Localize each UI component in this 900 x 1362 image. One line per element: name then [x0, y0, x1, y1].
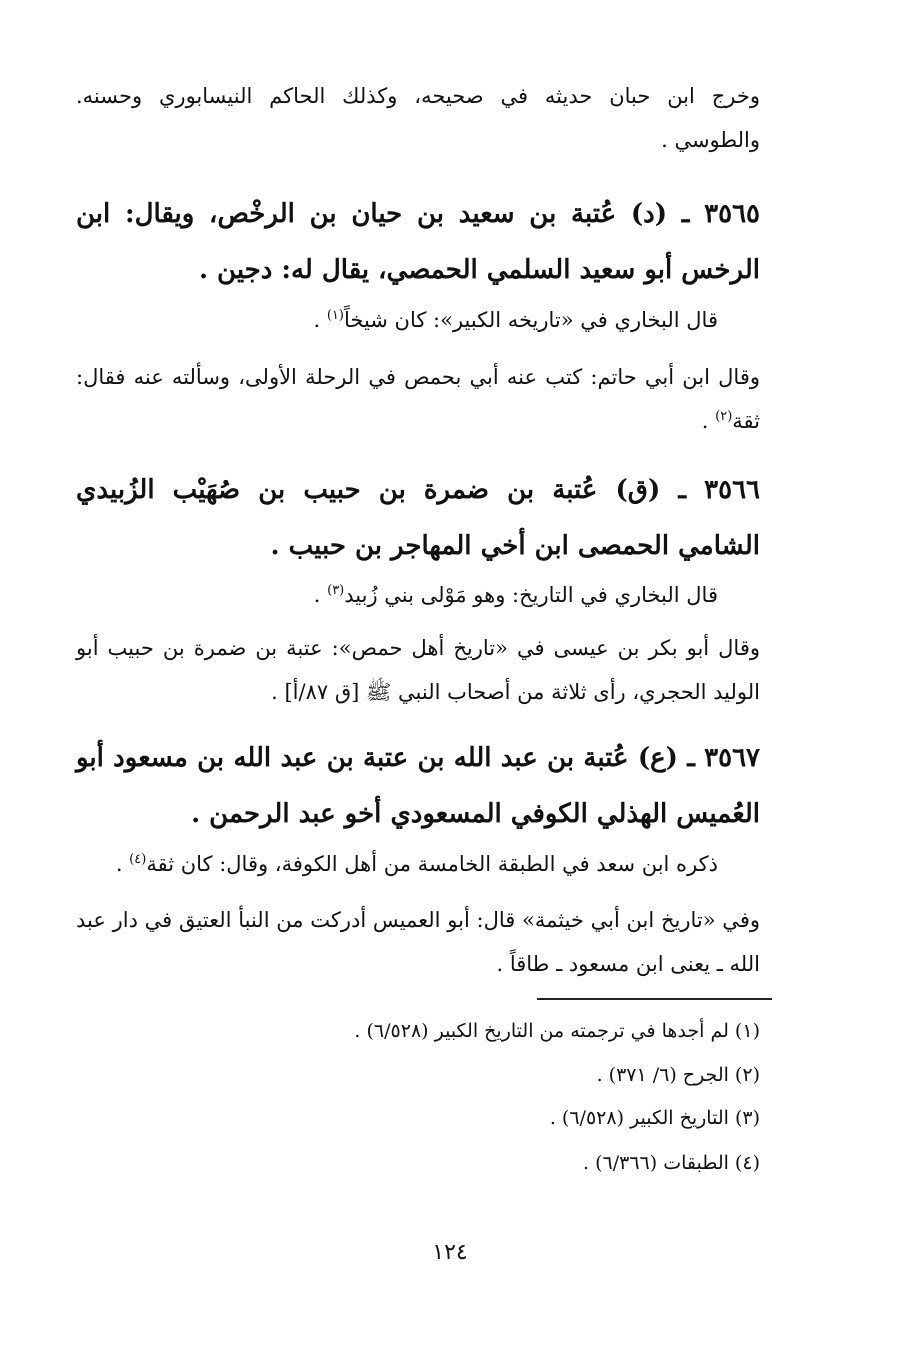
paragraph-bukhari-3565: قال البخاري في «تاريخه الكبير»: كان شيخاً$^{(١)}$ . — [313, 308, 718, 332]
paragraph-ibn-abi-khaythama: وفي «تاريخ ابن أبي خيثمة» قال: أبو العميس أدركت من النبأ العتيق في دار عبد الله ـ يعنى ابن مسعود ـ طاقاً . — [76, 908, 760, 976]
entry-3567-heading: ٣٥٦٧ ـ (ع) عُتبة بن عبد الله بن عتبة بن عبد الله بن مسعود أبو العُميس الهذلي الكوفي المسعودي أخو عبد الرحمن . — [76, 743, 760, 829]
footnote-ref-2: (٢) — [715, 409, 733, 424]
footnote-1: (١) لم أجدها في ترجمته من التاريخ الكبير (٦/٥٢٨) . — [354, 1020, 760, 1042]
footnote-ref-3: (٣) — [327, 583, 345, 598]
entry-3565-heading: ٣٥٦٥ ـ (د) عُتبة بن سعيد بن حيان بن الرخْص، ويقال: ابن الرخس أبو سعيد السلمي الحمصي، يقال له: دجين . — [76, 199, 760, 285]
paragraph-ibn-saad: ذكره ابن سعد في الطبقة الخامسة من أهل الكوفة، وقال: كان ثقة$^{(٤)}$ . — [115, 852, 718, 876]
entry-3566-heading: ٣٥٦٦ ـ (ق) عُتبة بن ضمرة بن حبيب بن صُهَيْب الزُبيدي الشامي الحمصى ابن أخي المهاجر بن حبيب . — [76, 475, 760, 561]
quote-text: ذكره ابن سعد في الطبقة الخامسة من أهل الكوفة، وقال: كان ثقة — [146, 852, 718, 876]
footnote-ref-4: (٤) — [129, 852, 147, 867]
footnote-2: (٢) الجرح (٦/ ٣٧١) . — [596, 1064, 760, 1086]
quote-text: قال البخاري في «تاريخه الكبير»: كان شيخاً — [343, 308, 718, 332]
footnote-4: (٤) الطبقات (٦/٣٦٦) . — [583, 1152, 760, 1174]
page-number: ١٢٤ — [432, 1240, 468, 1265]
quote-text: وقال ابن أبي حاتم: كتب عنه أبي بحمص في الرحلة الأولى، وسألته عنه فقال: ثقة — [76, 365, 760, 433]
footnote-separator — [537, 998, 772, 1000]
footnote-ref-1: (١) — [326, 308, 344, 323]
paragraph-abu-bakr-ibn-isa: وقال أبو بكر بن عيسى في «تاريخ أهل حمص»: عتبة بن ضمرة بن حبيب أبو الوليد الحجري، رأى ثلاثة من أصحاب النبي ﷺ [ق ٨٧/أ] . — [76, 636, 760, 704]
quote-text: قال البخاري في التاريخ: وهو مَوْلى بني زُبيد — [344, 583, 718, 607]
paragraph-ibn-hibban: وخرج ابن حبان حديثه في صحيحه، وكذلك الحاكم النيسابوري وحسنه. والطوسي . — [76, 84, 760, 152]
paragraph-bukhari-3566: قال البخاري في التاريخ: وهو مَوْلى بني زُبيد$^{(٣)}$ . — [313, 583, 718, 607]
footnote-3: (٣) التاريخ الكبير (٦/٥٢٨) . — [549, 1107, 760, 1129]
paragraph-ibn-abi-hatim: وقال ابن أبي حاتم: كتب عنه أبي بحمص في الرحلة الأولى، وسألته عنه فقال: ثقة$^{(٢)}$ . — [76, 365, 760, 433]
